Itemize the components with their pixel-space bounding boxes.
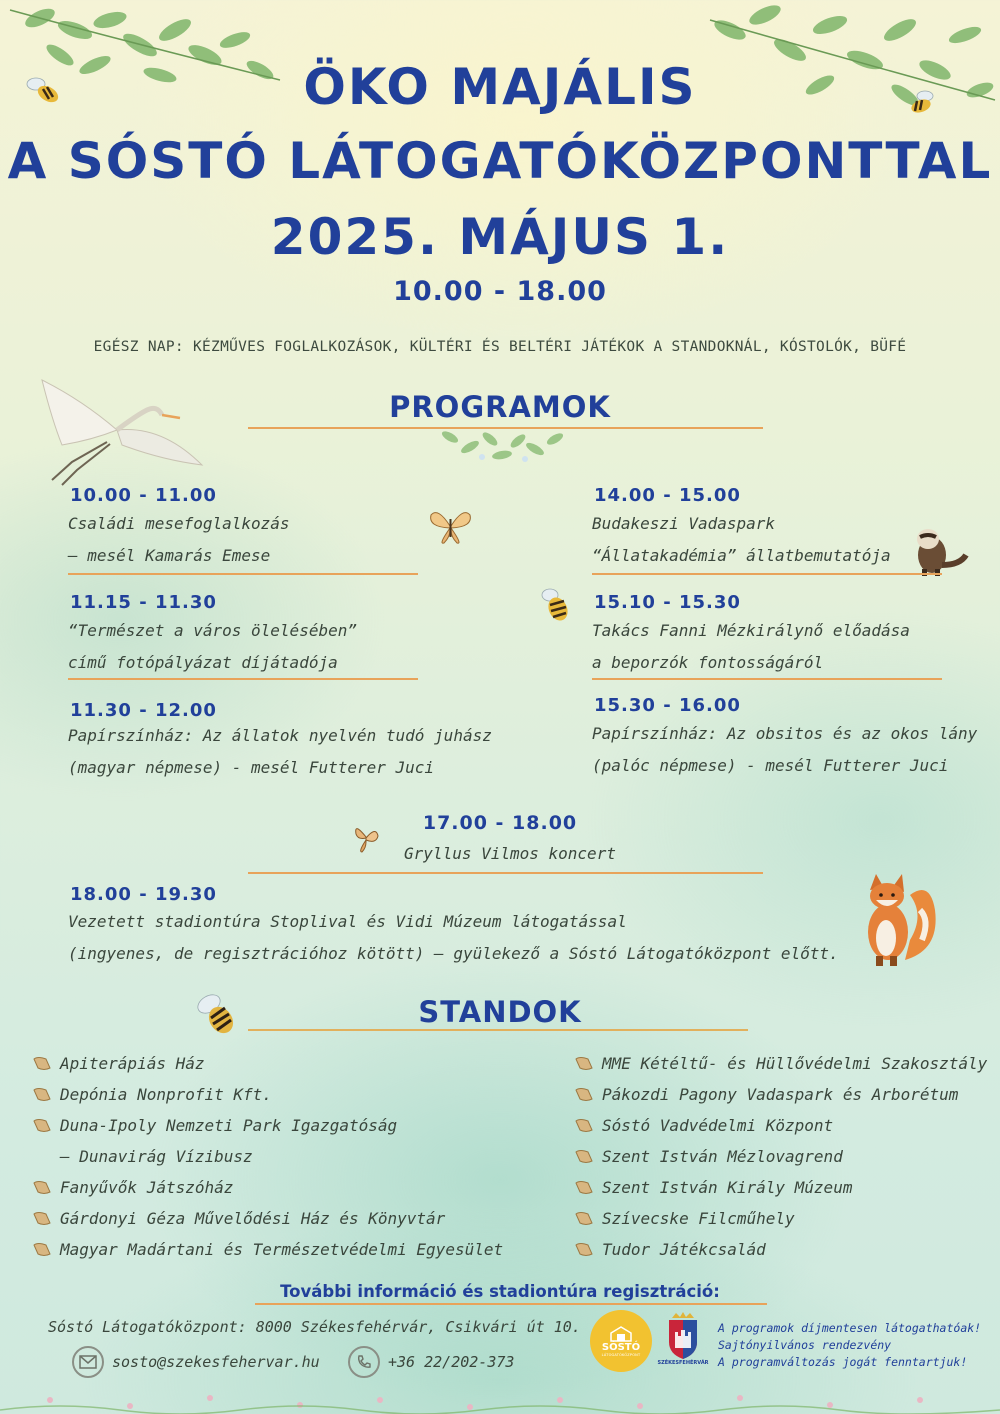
list-item: Duna-Ipoly Nemzeti Park Igazgatóság (32, 1110, 503, 1141)
stands-heading: STANDOK (418, 995, 582, 1029)
all-day-activities: EGÉSZ NAP: KÉZMŰVES FOGLALKOZÁSOK, KÜLTÉRI ÉS BELTÉRI JÁTÉKOK A STANDOKNÁL, KÓSTOLÓK, BÜFÉ (93, 339, 907, 355)
divider (248, 872, 763, 874)
scroll-icon (32, 1087, 52, 1103)
list-item-continued: – Dunavirág Vízibusz (60, 1147, 253, 1166)
scroll-icon (32, 1056, 52, 1072)
program-description: Családi mesefoglalkozás – mesél Kamarás Emese (68, 514, 290, 565)
stands-right-list (574, 1048, 987, 1265)
butterfly-icon (428, 505, 473, 547)
divider (255, 1303, 767, 1305)
scroll-icon (574, 1118, 594, 1134)
info-title: További információ és stadiontúra regisztráció: (280, 1282, 720, 1301)
scroll-icon (32, 1211, 52, 1227)
fox-icon (850, 870, 940, 970)
bee-icon (540, 585, 576, 627)
scroll-icon (574, 1211, 594, 1227)
concert-time: 17.00 - 18.00 (422, 812, 578, 834)
email-link[interactable]: sosto@szekesfehervar.hu (112, 1353, 320, 1371)
event-title: ÖKO MAJÁLIS (303, 58, 697, 116)
list-item: Gárdonyi Géza Művelődési Ház és Könyvtár (32, 1203, 503, 1234)
scroll-icon (32, 1180, 52, 1196)
program-description: “Természet a város ölelésében” című fotópályázat díjátadója (68, 621, 357, 672)
list-item: Fanyűvők Játszóház (32, 1172, 503, 1203)
list-item: Szent István Király Múzeum (574, 1172, 987, 1203)
list-item: Szívecske Filcműhely (574, 1203, 987, 1234)
program-time: 14.00 - 15.00 (594, 485, 741, 506)
divider (68, 678, 418, 680)
address: Sóstó Látogatóközpont: 8000 Székesfehérvár, Csikvári út 10. (48, 1318, 581, 1336)
event-hours: 10.00 - 18.00 (393, 276, 607, 307)
phone-contact[interactable] (348, 1346, 514, 1378)
scroll-icon (32, 1242, 52, 1258)
program-time: 15.30 - 16.00 (594, 695, 741, 716)
scroll-icon (574, 1180, 594, 1196)
event-subtitle: A SÓSTÓ LÁTOGATÓKÖZPONTTAL (7, 132, 993, 190)
program-time: 11.30 - 12.00 (70, 700, 217, 721)
list-item: Szent István Mézlovagrend (574, 1141, 987, 1172)
flower-border-icon (0, 1380, 1000, 1414)
program-description: Budakeszi Vadaspark “Állatakadémia” állatbemutatója (592, 514, 891, 565)
list-item: Magyar Madártani és Természetvédelmi Egyesület (32, 1234, 503, 1265)
list-item: Sóstó Vadvédelmi Központ (574, 1110, 987, 1141)
city-crest-logo: SZÉKESFEHÉRVÁR (660, 1312, 706, 1378)
concert-description: Gryllus Vilmos koncert (404, 844, 616, 863)
program-time: 11.15 - 11.30 (70, 592, 217, 613)
program-time: 10.00 - 11.00 (70, 485, 217, 506)
program-description: Papírszínház: Az állatok nyelvén tudó juhász (magyar népmese) - mesél Futterer Juci (68, 726, 492, 777)
event-date: 2025. MÁJUS 1. (270, 208, 730, 266)
tour-time: 18.00 - 19.30 (70, 884, 217, 905)
divider (592, 678, 942, 680)
mail-icon (72, 1346, 104, 1378)
divider (68, 573, 418, 575)
stands-left-list (32, 1048, 503, 1265)
phone-number[interactable]: +36 22/202-373 (388, 1353, 515, 1371)
sosto-logo: SÓSTÓ LÁTOGATÓKÖZPONT (590, 1310, 652, 1372)
program-time: 15.10 - 15.30 (594, 592, 741, 613)
leaf-branch-icon (430, 427, 575, 469)
list-item: Depónia Nonprofit Kft. (32, 1079, 503, 1110)
list-item: MME Kétéltű- és Hüllővédelmi Szakosztály (574, 1048, 987, 1079)
scroll-icon (574, 1149, 594, 1165)
heron-icon (22, 370, 207, 490)
divider (592, 573, 942, 575)
program-description: Takács Fanni Mézkirálynő előadása a beporzók fontosságáról (592, 621, 910, 672)
ferret-icon (908, 525, 970, 577)
tour-description: Vezetett stadiontúra Stoplival és Vidi Múzeum látogatással (ingyenes, de regisztrációhoz kötött) – gyülekező a Sóstó Látogatóközpont előtt. (68, 912, 839, 963)
email-contact[interactable] (72, 1346, 320, 1378)
programs-heading: PROGRAMOK (389, 390, 611, 424)
list-item: Apiterápiás Ház (32, 1048, 503, 1079)
list-item: Tudor Játékcsalád (574, 1234, 987, 1265)
list-item: Pákozdi Pagony Vadaspark és Arborétum (574, 1079, 987, 1110)
footer-notes: A programok díjmentesen látogathatóak! Sajtónyilvános rendezvény A programváltozás jogát fenntartjuk! (718, 1321, 982, 1369)
scroll-icon (574, 1087, 594, 1103)
phone-icon (348, 1346, 380, 1378)
program-description: Papírszínház: Az obsitos és az okos lány (palóc népmese) - mesél Futterer Juci (592, 724, 978, 775)
scroll-icon (574, 1056, 594, 1072)
scroll-icon (32, 1118, 52, 1134)
scroll-icon (574, 1242, 594, 1258)
divider (248, 1029, 748, 1031)
